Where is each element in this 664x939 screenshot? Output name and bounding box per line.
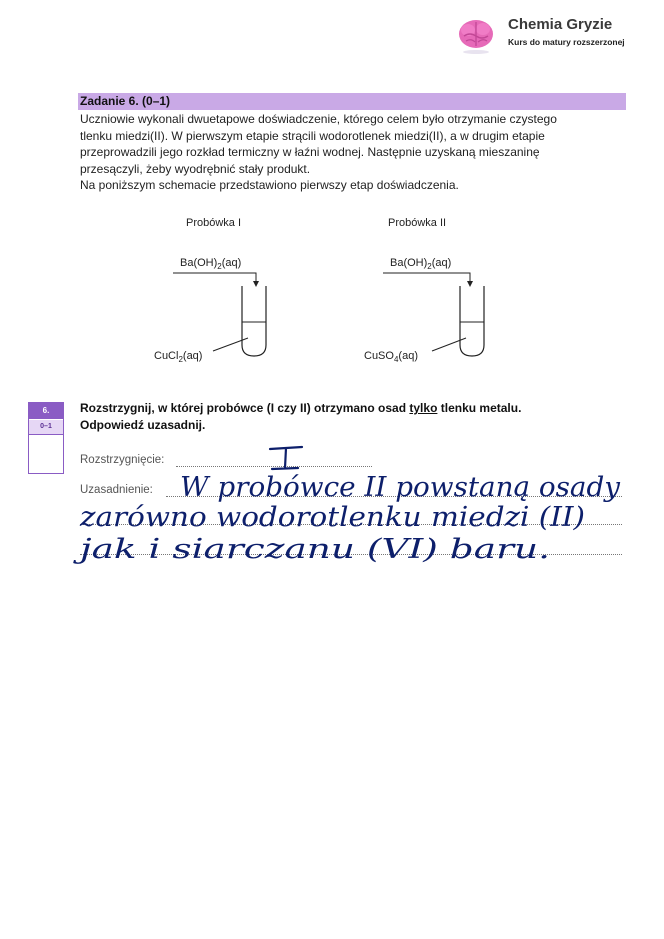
brain-icon [456, 16, 496, 56]
tube-2 [460, 286, 484, 356]
task-paragraph-line: Uczniowie wykonali dwuetapowe doświadczenie, którego celem było otrzymanie czystego [80, 112, 557, 126]
tube-2-content: CuSO$_4$(aq) [364, 350, 418, 364]
task-paragraph-line: Na poniższym schemacie przedstawiono pierwszy etap doświadczenia. [80, 178, 459, 192]
brand-name: Chemia Gryzie [508, 16, 613, 33]
justification-label: Uzasadnienie: [80, 484, 153, 496]
task-paragraph-line: przesączyli, żeby wyodrębnić stały produkt. [80, 161, 311, 176]
question-emphasis: tylko [409, 401, 438, 415]
score-number: 6. [29, 403, 63, 419]
tube-2-arrow [383, 273, 470, 284]
experiment-diagram [140, 208, 520, 378]
tube-1-reagent: $Ba(OH)_2(aq)$ [180, 257, 242, 271]
tube-2-reagent: $Ba(OH)_2(aq)$ [390, 257, 452, 271]
brand-logo [452, 14, 652, 56]
handwritten-line-3: jak i siarczanu (VI) baru. [73, 534, 550, 565]
handwritten-answer [0, 440, 664, 600]
tube-2-label: Probówka II [388, 217, 447, 229]
tube-1-arrow [173, 273, 256, 284]
task-title: Zadanie 6. (0–1) [80, 94, 171, 108]
handwritten-decision [270, 447, 302, 469]
score-range: 0–1 [29, 420, 63, 435]
task-description [80, 111, 625, 194]
decision-label: Rozstrzygnięcie: [80, 454, 165, 466]
handwritten-line-2: zarówno wodorotlenku miedzi (II) [78, 502, 585, 533]
task-paragraph-line: tlenku miedzi(II). W pierwszym etapie strącili wodorotlenek miedzi(II), a w drugim etapie [80, 128, 545, 143]
task-header [78, 93, 626, 110]
question-text: Rozstrzygnij, w której probówce (I czy II) otrzymano osad tylko tlenku metalu. Odpowiedź uzasadnij. [80, 401, 522, 432]
task-paragraph-line: przeprowadzili jego rozkład termiczny w łaźni wodnej. Następnie uzyskaną mieszaninę [80, 145, 540, 159]
tube-1-content: CuCl$_2$(aq) [154, 350, 203, 364]
brand-tagline: Kurs do matury rozszerzonej [508, 37, 625, 47]
tube-1-label: Probówka I [186, 217, 242, 229]
tube-1 [242, 286, 266, 356]
handwritten-line-1: W probówce II powstaną osady [180, 472, 621, 503]
